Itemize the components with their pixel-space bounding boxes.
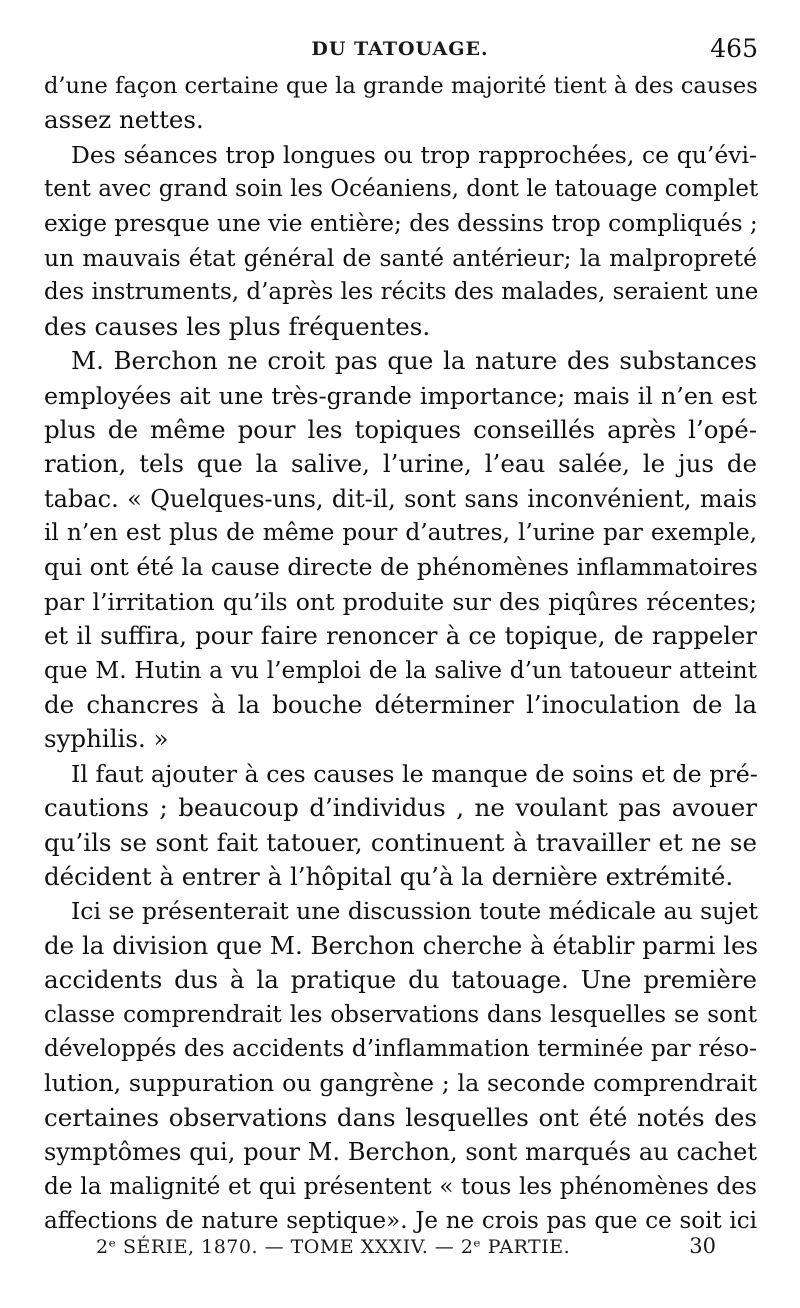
text-line: accidents dus à la pratique du tatouage. Une première [44, 965, 757, 995]
text-line: que M. Hutin a vu l’emploi de la salive d’un tatoueur atteint [44, 656, 757, 684]
text-line: Des séances trop longues ou trop rapprochées, ce qu’évi- [71, 140, 757, 169]
text-line: de la division que M. Berchon cherche à établir parmi les [44, 930, 759, 960]
text-line: d’une façon certaine que la grande majorité tient à des causes [44, 73, 758, 99]
text-line: décident à entrer à l’hôpital qu’à la dernière extrémité. [44, 861, 734, 891]
text-line: il n’en est plus de même pour d’autres, l’urine par exemple, [44, 519, 757, 547]
sheet-number: 30 [689, 1234, 716, 1258]
text-line: employées ait une très-grande importance; mais il n’en est [44, 381, 757, 410]
text-line: affections de nature septique». Je ne crois pas que ce soit ici [44, 1207, 757, 1234]
running-head [40, 36, 760, 66]
text-line: ration, tels que la salive, l’urine, l’eau salée, le jus de [44, 449, 757, 479]
text-line: de chancres à la bouche déterminer l’inoculation de la [44, 690, 757, 720]
text-line: qui ont été la cause directe de phénomènes inflammatoires [44, 553, 758, 582]
running-title: DU TATOUAGE. [311, 38, 489, 60]
text-line: Il faut ajouter à ces causes le manque de soins et de pré- [71, 759, 758, 788]
text-line: qu’ils se sont fait tatouer, continuent à travailler et ne se [44, 827, 757, 857]
text-line: symptômes qui, pour M. Berchon, sont marqués au cachet [44, 1138, 757, 1167]
page-footer [96, 1236, 716, 1266]
text-line: assez nettes. [44, 105, 204, 135]
text-line: et il suffira, pour faire renoncer à ce topique, de rappeler [44, 621, 757, 651]
text-line: développés des accidents d’inflammation terminée par réso- [44, 1034, 757, 1062]
body-text [44, 69, 757, 1238]
text-line: Ici se présenterait une discussion toute médicale au sujet [71, 897, 758, 926]
text-line: de la malignité et qui présentent « tous les phénomènes des [44, 1172, 757, 1200]
text-line: syphilis. » [44, 724, 169, 754]
text-line: lution, suppuration ou gangrène ; la seconde comprendrait [44, 1069, 757, 1098]
page-number: 465 [710, 34, 758, 63]
text-line: classe comprendrait les observations dans lesquelles se sont [44, 1001, 757, 1028]
text-line: cautions ; beaucoup d’individus , ne voulant pas avouer [44, 793, 757, 823]
text-line: tent avec grand soin les Océaniens, dont le tatouage complet [44, 176, 759, 203]
text-line: un mauvais état général de santé antérieur; la malpropreté [44, 243, 757, 272]
text-line: certaines observations dans lesquelles ont été notés des [44, 1102, 757, 1132]
footer-signature: 2ᵉ SÉRIE, 1870. — TOME XXXIV. — 2ᵉ PARTIE. [96, 1236, 571, 1258]
text-line: par l’irritation qu’ils ont produite sur des piqûres récentes; [44, 587, 757, 616]
text-line: des instruments, d’après les récits des malades, seraient une [44, 279, 759, 306]
text-line: des causes les plus fréquentes. [44, 311, 431, 341]
text-line: tabac. « Quelques-uns, dit-il, sont sans inconvénient, mais [44, 484, 757, 513]
text-line: exige presque une vie entière; des dessins trop compliqués ; [44, 209, 758, 237]
text-line: plus de même pour les topiques conseillés après l’opé- [44, 414, 757, 444]
text-line: M. Berchon ne croit pas que la nature des substances [71, 346, 757, 376]
